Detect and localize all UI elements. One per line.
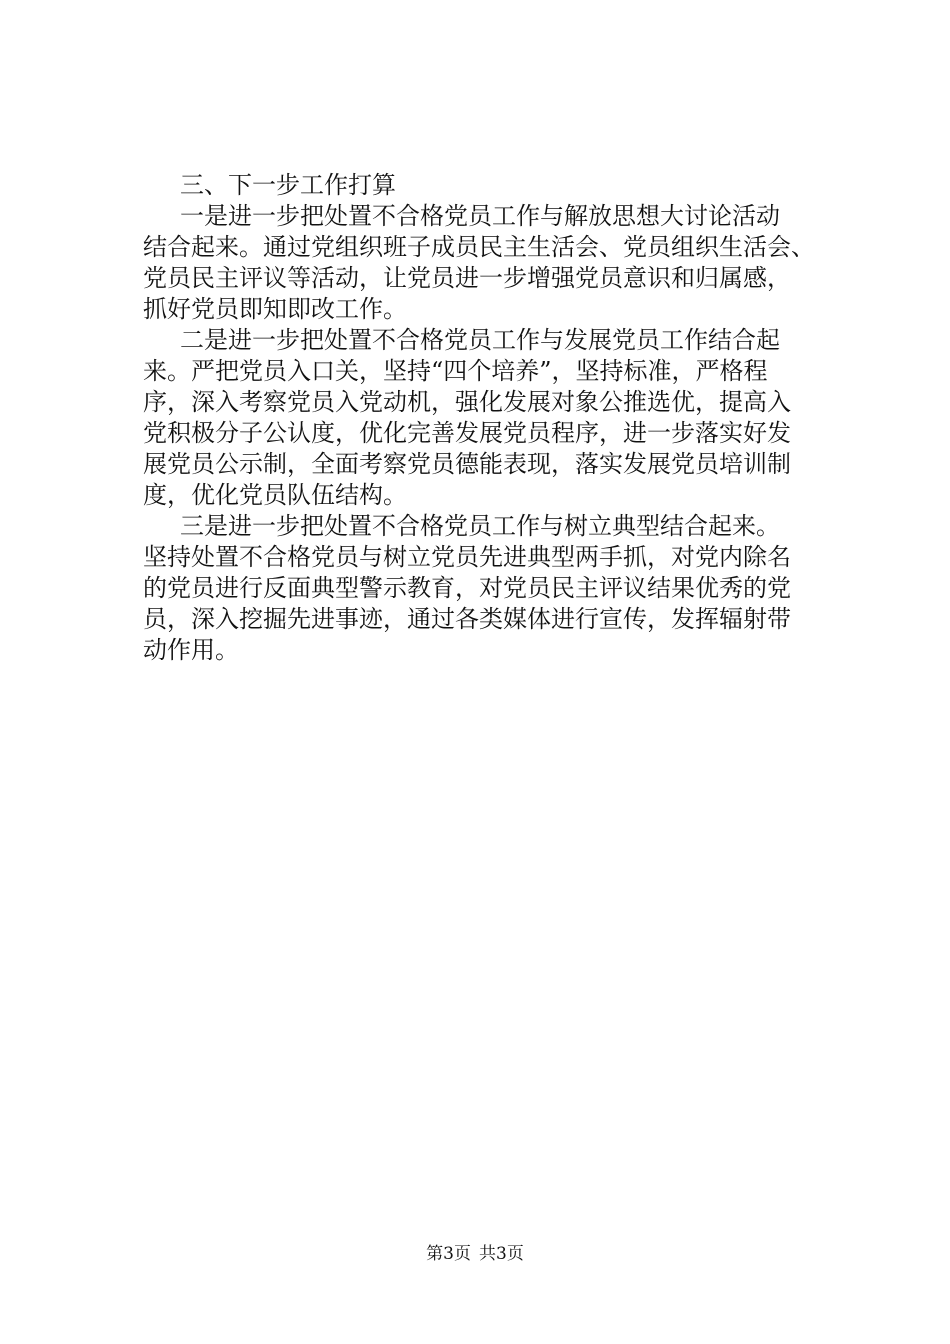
paragraph-line: 序，深入考察党员入党动机，强化发展对象公推选优，提高入 [143, 388, 791, 416]
section-heading: 三、下一步工作打算 [180, 171, 396, 199]
paragraph-line: 结合起来。通过党组织班子成员民主生活会、党员组织生活会、 [143, 233, 815, 261]
paragraph-line: 三是进一步把处置不合格党员工作与树立典型结合起来。 [180, 512, 780, 540]
page-number-total: 共3页 [479, 1244, 524, 1264]
paragraph-line: 抓好党员即知即改工作。 [143, 295, 407, 323]
paragraph-line: 的党员进行反面典型警示教育，对党员民主评议结果优秀的党 [143, 574, 791, 602]
paragraph-line: 员，深入挖掘先进事迹，通过各类媒体进行宣传，发挥辐射带 [143, 605, 791, 633]
paragraph-line: 党积极分子公认度，优化完善发展党员程序，进一步落实好发 [143, 419, 791, 447]
paragraph-line: 度，优化党员队伍结构。 [143, 481, 407, 509]
paragraph-1 [143, 201, 843, 325]
document-body [143, 170, 843, 666]
page-number-current: 第3页 [426, 1244, 471, 1264]
page-footer [0, 1243, 950, 1265]
paragraph-3 [143, 511, 843, 666]
paragraph-line: 二是进一步把处置不合格党员工作与发展党员工作结合起 [180, 326, 780, 354]
paragraph-line: 一是进一步把处置不合格党员工作与解放思想大讨论活动 [180, 202, 780, 230]
paragraph-line: 党员民主评议等活动，让党员进一步增强党员意识和归属感， [143, 264, 791, 292]
paragraph-line: 来。严把党员入口关，坚持“四个培养”，坚持标准，严格程 [143, 357, 768, 385]
paragraph-line: 展党员公示制，全面考察党员德能表现，落实发展党员培训制 [143, 450, 791, 478]
paragraph-2 [143, 325, 843, 511]
paragraph-line: 动作用。 [143, 636, 239, 664]
paragraph-line: 坚持处置不合格党员与树立党员先进典型两手抓，对党内除名 [143, 543, 791, 571]
